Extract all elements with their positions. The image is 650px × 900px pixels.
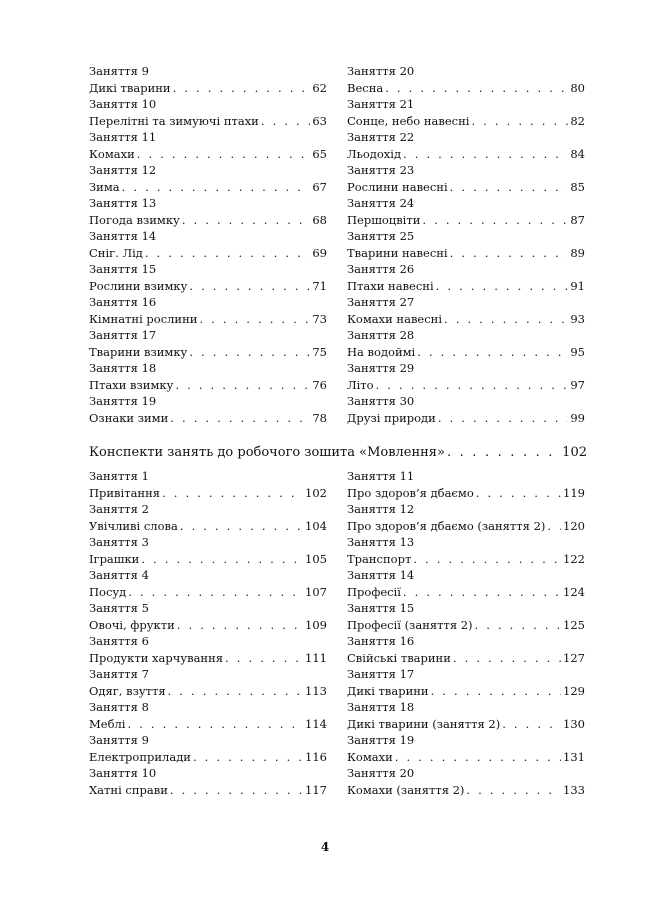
page-ref: 80 (570, 81, 585, 95)
toc-row (89, 344, 327, 360)
leader-dots (162, 485, 303, 501)
toc-row (347, 311, 585, 327)
lesson-title: Птахи взимку (89, 378, 174, 392)
lesson-number: Заняття 10 (89, 766, 157, 780)
leader-dots (225, 650, 303, 666)
lesson-number: Заняття 14 (89, 229, 157, 243)
toc-row (347, 212, 585, 228)
toc-entry (89, 196, 327, 229)
lesson-title: На водоймі (347, 345, 416, 359)
toc-entry (89, 700, 327, 733)
page-ref: 76 (312, 378, 327, 392)
leader-dots (173, 80, 311, 96)
page-ref: 97 (570, 378, 585, 392)
toc-row (347, 410, 585, 426)
lesson-number: Заняття 21 (347, 97, 415, 111)
toc-top-right-column (347, 64, 585, 427)
lesson-number: Заняття 15 (89, 262, 157, 276)
toc-row (347, 650, 585, 666)
page-ref: 122 (563, 552, 585, 566)
page-ref: 84 (570, 147, 585, 161)
toc-row (89, 410, 327, 426)
lesson-title: Свійські тварини (347, 651, 451, 665)
toc-entry (89, 262, 327, 295)
leader-dots (466, 782, 561, 798)
section-title: Конспекти занять до робочого зошита «Мовлення» (89, 445, 445, 460)
toc-entry (89, 733, 327, 766)
toc-entry (347, 733, 585, 766)
toc-row (347, 485, 585, 501)
lesson-number: Заняття 4 (89, 568, 149, 582)
leader-dots (122, 179, 311, 195)
lesson-title: Транспорт (347, 552, 412, 566)
page-ref: 116 (305, 750, 327, 764)
leader-dots (137, 146, 311, 162)
toc-row (347, 716, 585, 732)
lesson-title: Привітання (89, 486, 161, 500)
lesson-number: Заняття 9 (89, 733, 149, 747)
page-ref: 87 (570, 213, 585, 227)
page-ref: 130 (563, 717, 585, 731)
toc-row (347, 80, 585, 96)
lesson-title: Погода взимку (89, 213, 180, 227)
page-ref: 99 (570, 411, 585, 425)
toc-entry (89, 361, 327, 394)
lesson-number: Заняття 7 (89, 667, 149, 681)
toc-entry (89, 229, 327, 262)
page-ref: 75 (312, 345, 327, 359)
lesson-title: Тварини взимку (89, 345, 188, 359)
toc-row (89, 377, 327, 393)
toc-row (347, 278, 585, 294)
lesson-title: Ознаки зими (89, 411, 169, 425)
toc-row (89, 278, 327, 294)
toc-row (89, 311, 327, 327)
lesson-number: Заняття 1 (89, 469, 149, 483)
toc-row (347, 782, 585, 798)
lesson-title: Сніг. Лід (89, 246, 143, 260)
leader-dots (450, 245, 569, 261)
toc-row (347, 146, 585, 162)
lesson-title: Хатні справи (89, 783, 168, 797)
lesson-number: Заняття 13 (347, 535, 415, 549)
page-ref: 65 (312, 147, 327, 161)
toc-entry (347, 634, 585, 667)
page-ref: 95 (570, 345, 585, 359)
toc-bottom-left-column (89, 469, 327, 799)
toc-entry (89, 634, 327, 667)
toc-row (89, 179, 327, 195)
page-ref: 89 (570, 246, 585, 260)
lesson-number: Заняття 22 (347, 130, 415, 144)
leader-dots (189, 278, 310, 294)
toc-row (89, 617, 327, 633)
lesson-number: Заняття 15 (347, 601, 415, 615)
page-ref: 102 (305, 486, 327, 500)
lesson-number: Заняття 12 (89, 163, 157, 177)
page-ref: 69 (312, 246, 327, 260)
page-ref: 117 (305, 783, 327, 797)
leader-dots (177, 617, 303, 633)
page-ref: 109 (305, 618, 327, 632)
lesson-number: Заняття 23 (347, 163, 415, 177)
toc-row (347, 617, 585, 633)
leader-dots (453, 650, 561, 666)
toc-row (347, 245, 585, 261)
toc-row (89, 113, 327, 129)
toc-row (347, 344, 585, 360)
leader-dots (261, 113, 311, 129)
leader-dots (189, 344, 310, 360)
page-ref: 82 (570, 114, 585, 128)
toc-entry (347, 568, 585, 601)
lesson-number: Заняття 2 (89, 502, 149, 516)
toc-entry (347, 295, 585, 328)
toc-entry (89, 535, 327, 568)
page-ref: 111 (305, 651, 327, 665)
page-ref: 71 (312, 279, 327, 293)
lesson-title: Професії (заняття 2) (347, 618, 473, 632)
toc-entry (89, 469, 327, 502)
lesson-title: Кімнатні рослини (89, 312, 198, 326)
lesson-number: Заняття 12 (347, 502, 415, 516)
lesson-title: Дикі тварини (заняття 2) (347, 717, 501, 731)
toc-row (89, 518, 327, 534)
toc-entry (89, 766, 327, 799)
toc-entry (89, 163, 327, 196)
lesson-title: Про здоров’я дбаємо (347, 486, 474, 500)
leader-dots (128, 584, 303, 600)
toc-entry (347, 700, 585, 733)
toc-row (347, 377, 585, 393)
leader-dots (168, 683, 303, 699)
toc-entry (89, 568, 327, 601)
toc-entry (347, 361, 585, 394)
lesson-number: Заняття 19 (89, 394, 157, 408)
lesson-number: Заняття 18 (89, 361, 157, 375)
leader-dots (476, 485, 561, 501)
toc-entry (89, 130, 327, 163)
lesson-title: Сонце, небо навесні (347, 114, 470, 128)
toc-row (89, 749, 327, 765)
page-ref: 78 (312, 411, 327, 425)
toc-bottom-right-column (347, 469, 585, 799)
lesson-title: Комахи (347, 750, 393, 764)
lesson-title: Дикі тварини (89, 81, 171, 95)
page-ref: 119 (563, 486, 585, 500)
lesson-number: Заняття 28 (347, 328, 415, 342)
toc-entry (347, 601, 585, 634)
lesson-number: Заняття 29 (347, 361, 415, 375)
lesson-number: Заняття 17 (89, 328, 157, 342)
toc-entry (347, 229, 585, 262)
leader-dots (422, 212, 568, 228)
lesson-title: Комахи (89, 147, 135, 161)
leader-dots (413, 551, 561, 567)
toc-row (89, 584, 327, 600)
leader-dots (431, 683, 561, 699)
leader-dots (475, 617, 562, 633)
lesson-title: Овочі, фрукти (89, 618, 175, 632)
page-ref: 131 (563, 750, 585, 764)
toc-row (89, 716, 327, 732)
toc-entry (89, 328, 327, 361)
page-ref: 104 (305, 519, 327, 533)
leader-dots (141, 551, 303, 567)
toc-entry (347, 328, 585, 361)
leader-dots (438, 410, 569, 426)
toc-top-left-column (89, 64, 327, 427)
page-ref: 113 (305, 684, 327, 698)
leader-dots (193, 749, 303, 765)
lesson-title: Льодохід (347, 147, 402, 161)
toc-row (347, 683, 585, 699)
leader-dots (385, 80, 568, 96)
lesson-number: Заняття 20 (347, 64, 415, 78)
lesson-number: Заняття 13 (89, 196, 157, 210)
page-ref: 67 (312, 180, 327, 194)
toc-row (89, 245, 327, 261)
leader-dots (403, 584, 561, 600)
page-ref: 93 (570, 312, 585, 326)
page-ref: 133 (563, 783, 585, 797)
leader-dots (417, 344, 568, 360)
lesson-title: Про здоров’я дбаємо (заняття 2) (347, 519, 546, 533)
lesson-number: Заняття 20 (347, 766, 415, 780)
lesson-title: Меблі (89, 717, 126, 731)
toc-row (89, 80, 327, 96)
page-ref: 125 (563, 618, 585, 632)
lesson-title: Весна (347, 81, 384, 95)
toc-entry (347, 502, 585, 535)
page-ref: 120 (563, 519, 585, 533)
toc-entry (347, 394, 585, 427)
page-ref: 62 (312, 81, 327, 95)
lesson-title: Професії (347, 585, 401, 599)
lesson-title: Тварини навесні (347, 246, 448, 260)
toc-row (89, 650, 327, 666)
lesson-title: Комахи (заняття 2) (347, 783, 465, 797)
leader-dots (145, 245, 311, 261)
lesson-title: Електроприлади (89, 750, 191, 764)
page-ref: 127 (563, 651, 585, 665)
page-ref: 105 (305, 552, 327, 566)
toc-row (347, 179, 585, 195)
leader-dots (182, 212, 311, 228)
toc-entry (89, 502, 327, 535)
toc-entry (347, 766, 585, 799)
toc-row (347, 518, 585, 534)
toc-entry (89, 667, 327, 700)
lesson-number: Заняття 19 (347, 733, 415, 747)
leader-dots (502, 716, 561, 732)
page-ref: 85 (570, 180, 585, 194)
toc-entry (347, 667, 585, 700)
lesson-number: Заняття 16 (347, 634, 415, 648)
leader-dots (180, 518, 303, 534)
toc-entry (347, 262, 585, 295)
lesson-title: Рослини навесні (347, 180, 448, 194)
page-ref: 91 (570, 279, 585, 293)
lesson-number: Заняття 26 (347, 262, 415, 276)
leader-dots (199, 311, 310, 327)
lesson-number: Заняття 11 (89, 130, 157, 144)
leader-dots (128, 716, 304, 732)
lesson-number: Заняття 11 (347, 469, 415, 483)
section-page: 102 (562, 445, 587, 460)
leader-dots (395, 749, 561, 765)
leader-dots (403, 146, 568, 162)
lesson-title: Одяг, взуття (89, 684, 166, 698)
toc-entry (347, 535, 585, 568)
leader-dots (170, 782, 303, 798)
lesson-title: Дикі тварини (347, 684, 429, 698)
toc-entry (89, 97, 327, 130)
lesson-number: Заняття 8 (89, 700, 149, 714)
lesson-title: Друзі природи (347, 411, 436, 425)
page-number: 4 (320, 840, 330, 854)
page-ref: 68 (312, 213, 327, 227)
lesson-number: Заняття 25 (347, 229, 415, 243)
lesson-title: Іграшки (89, 552, 140, 566)
section-heading (89, 444, 587, 462)
page-ref: 129 (563, 684, 585, 698)
lesson-number: Заняття 5 (89, 601, 149, 615)
lesson-title: Увічливі слова (89, 519, 178, 533)
page-ref: 114 (305, 717, 327, 731)
lesson-number: Заняття 14 (347, 568, 415, 582)
toc-entry (347, 64, 585, 97)
page-ref: 107 (305, 585, 327, 599)
lesson-number: Заняття 27 (347, 295, 415, 309)
page-ref: 63 (312, 114, 327, 128)
lesson-number: Заняття 18 (347, 700, 415, 714)
toc-row (347, 749, 585, 765)
page-ref: 73 (312, 312, 327, 326)
lesson-number: Заняття 17 (347, 667, 415, 681)
lesson-title: Продукти харчування (89, 651, 224, 665)
toc-row (89, 782, 327, 798)
toc-row (89, 683, 327, 699)
toc-entry (347, 130, 585, 163)
lesson-number: Заняття 9 (89, 64, 149, 78)
lesson-title: Птахи навесні (347, 279, 434, 293)
toc-entry (347, 469, 585, 502)
toc-entry (89, 295, 327, 328)
toc-entry (347, 163, 585, 196)
toc-row (347, 113, 585, 129)
lesson-number: Заняття 30 (347, 394, 415, 408)
lesson-title: Посуд (89, 585, 127, 599)
lesson-number: Заняття 3 (89, 535, 149, 549)
toc-row (89, 212, 327, 228)
toc-entry (347, 196, 585, 229)
leader-dots (444, 311, 568, 327)
lesson-title: Літо (347, 378, 374, 392)
toc-entry (89, 64, 327, 97)
leader-dots (447, 444, 560, 462)
toc-row (89, 485, 327, 501)
lesson-title: Зима (89, 180, 120, 194)
leader-dots (450, 179, 569, 195)
lesson-number: Заняття 16 (89, 295, 157, 309)
lesson-title: Перелітні та зимуючі птахи (89, 114, 259, 128)
toc-entry (89, 601, 327, 634)
lesson-title: Комахи навесні (347, 312, 443, 326)
toc-row (89, 551, 327, 567)
toc-entry (89, 394, 327, 427)
leader-dots (175, 377, 310, 393)
page-ref: 124 (563, 585, 585, 599)
lesson-title: Рослини взимку (89, 279, 188, 293)
lesson-title: Першоцвіти (347, 213, 421, 227)
leader-dots (436, 278, 569, 294)
leader-dots (547, 518, 561, 534)
lesson-number: Заняття 24 (347, 196, 415, 210)
lesson-number: Заняття 6 (89, 634, 149, 648)
lesson-number: Заняття 10 (89, 97, 157, 111)
leader-dots (471, 113, 568, 129)
leader-dots (376, 377, 569, 393)
leader-dots (170, 410, 310, 426)
toc-row (89, 146, 327, 162)
toc-row (347, 551, 585, 567)
toc-row (347, 584, 585, 600)
toc-entry (347, 97, 585, 130)
